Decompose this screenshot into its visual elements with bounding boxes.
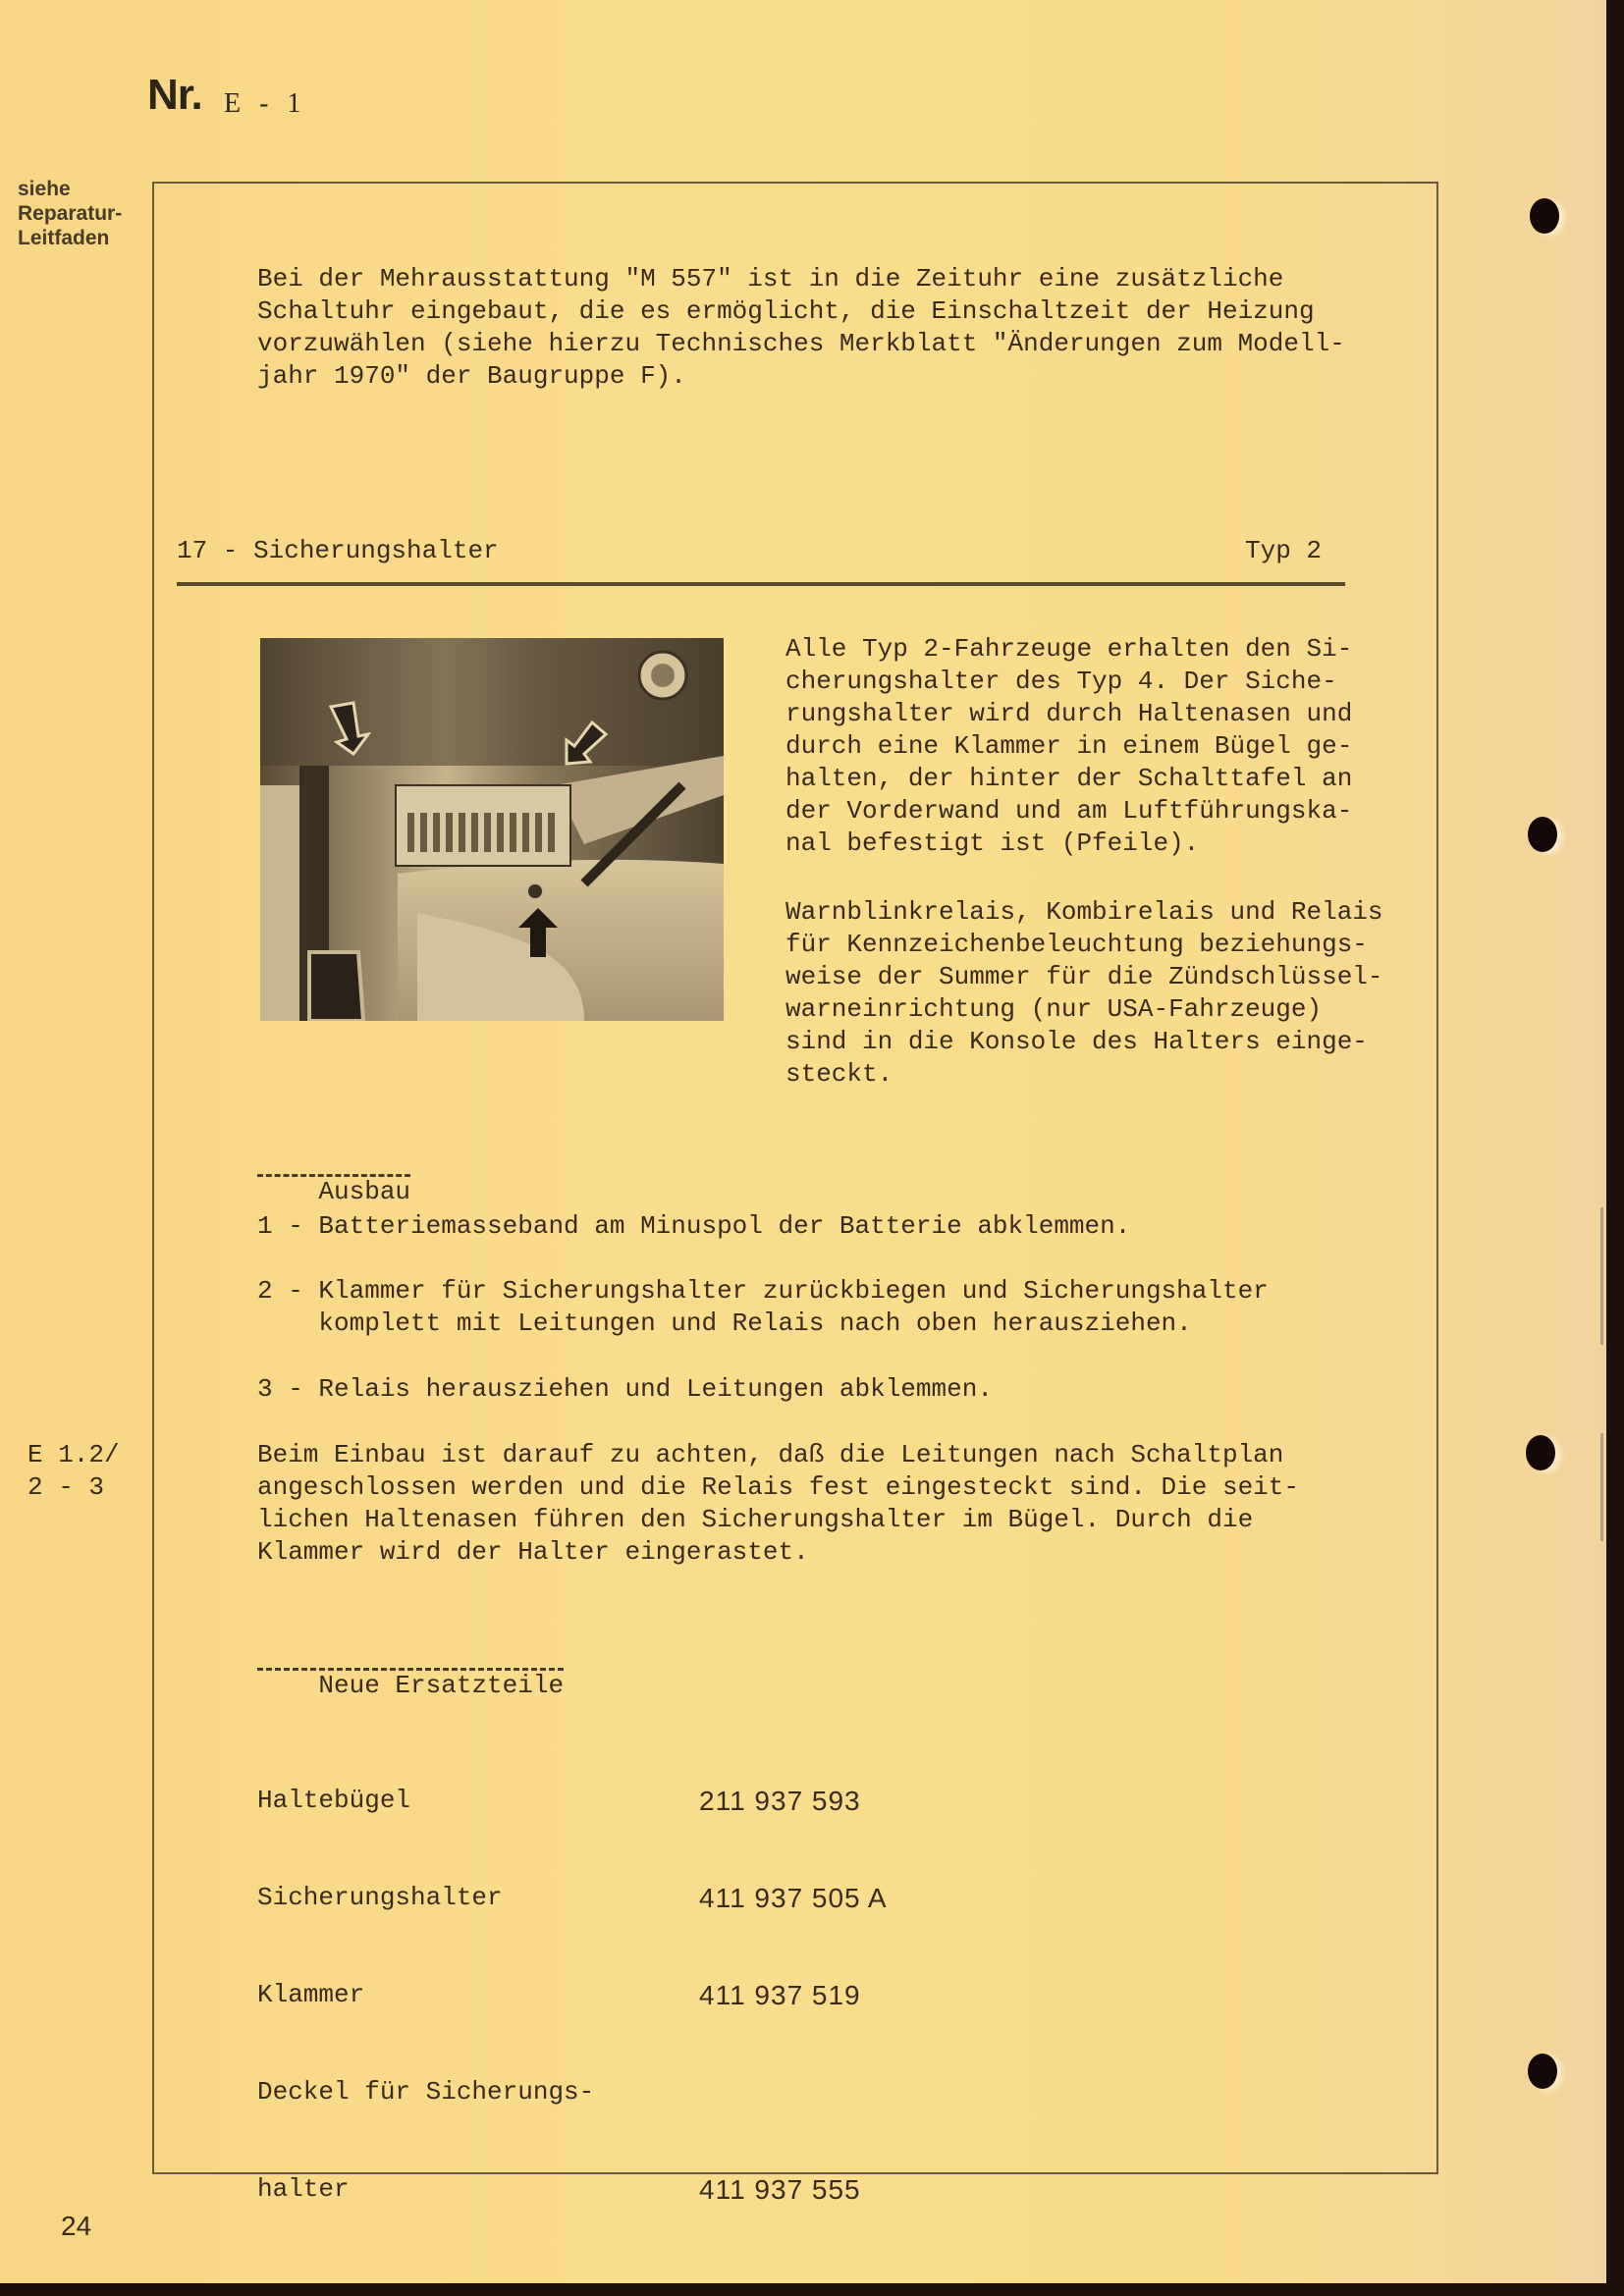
heading-underline: [257, 1174, 410, 1177]
page-number: 24: [61, 2211, 92, 2241]
photo-illustration: [260, 638, 724, 1021]
ausbau-heading: [257, 1144, 410, 1273]
einbau-reference: E 1.2/ 2 - 3: [27, 1440, 120, 1502]
document-nr-label: Nr.: [147, 71, 202, 119]
page-edge: [1600, 1207, 1603, 1345]
side-note-line: siehe: [18, 178, 71, 200]
punch-hole: [1528, 817, 1557, 852]
parts-row: [257, 1785, 888, 1817]
part-name: Sicherungshalter: [257, 1883, 503, 1912]
ausbau-step: 2 - Klammer für Sicherungshalter zurückbiegen und Sicherungshalter komplett mit Leitungen und Relais nach oben herausziehen.: [257, 1276, 1269, 1338]
part-name: Haltebügel: [257, 1786, 411, 1815]
ausbau-step: 3 - Relais herausziehen und Leitungen abklemmen.: [257, 1374, 993, 1404]
fuse-holder-photo: [260, 638, 724, 1021]
side-note: [18, 177, 122, 250]
section-rule: [177, 582, 1345, 586]
punch-hole: [1528, 2054, 1557, 2089]
page-edge: [1600, 1433, 1603, 1541]
heading-underline: [257, 1668, 564, 1671]
ausbau-heading-text: Ausbau: [318, 1177, 411, 1206]
relay-description: Warnblinkrelais, Kombirelais und Relais für Kennzeichenbeleuchtung beziehungs- weise der Summer für die Zündschlüssel- warneinrichtung (nur USA-Fahrzeuge) sind in die Konsole des Halters einge- steckt.: [785, 897, 1383, 1089]
ausbau-step: 1 - Batteriemasseband am Minuspol der Batterie abklemmen.: [257, 1211, 1131, 1241]
part-number: 411 937 555: [699, 2174, 861, 2205]
part-name: halter: [257, 2174, 350, 2204]
section-title: 17 - Sicherungshalter: [177, 536, 499, 565]
part-name: Klammer: [257, 1980, 365, 2009]
intro-paragraph: Bei der Mehrausstattung "M 557" ist in die Zeituhr eine zusätzliche Schaltuhr eingebaut, die es ermöglicht, die Einschaltzeit der Heizung vorzuwählen (siehe hierzu Technisches Merkblatt "Änderungen zum Modell- jahr 1970" der Baugruppe F).: [257, 264, 1345, 391]
side-note-line: Reparatur-: [18, 202, 123, 225]
fuse-holder-description: Alle Typ 2-Fahrzeuge erhalten den Si- cherungshalter des Typ 4. Der Siche- rungshalter wird durch Haltenasen und durch eine Klammer in einem Bügel ge- halten, der hinter der Schalttafel an der Vorderwand und am Luftführungska- nal befestigt ist (Pfeile).: [785, 634, 1353, 858]
parts-row: [257, 1979, 888, 2011]
einbau-paragraph: Beim Einbau ist darauf zu achten, daß die Leitungen nach Schaltplan angeschlossen werden und die Relais fest eingesteckt sind. Die seit- lichen Haltenasen führen den Sicherungshalter im Bügel. Durch die Klammer wird der Halter eingerastet.: [257, 1440, 1299, 1567]
parts-row: [257, 2076, 888, 2109]
part-number: 411 937 519: [699, 1980, 861, 2010]
parts-row: [257, 1882, 888, 1914]
side-note-line: Leitfaden: [18, 227, 110, 249]
parts-row: [257, 2173, 888, 2206]
punch-hole: [1530, 198, 1559, 234]
part-name: Deckel für Sicherungs-: [257, 2077, 595, 2107]
document-nr-value: E - 1: [224, 88, 307, 119]
parts-heading-text: Neue Ersatzteile: [318, 1671, 565, 1700]
punch-hole: [1526, 1435, 1555, 1470]
part-number: 411 937 505 A: [699, 1883, 888, 1913]
part-number: 211 937 593: [699, 1786, 861, 1816]
parts-list: [257, 1720, 888, 2270]
section-type: Typ 2: [1245, 536, 1323, 565]
